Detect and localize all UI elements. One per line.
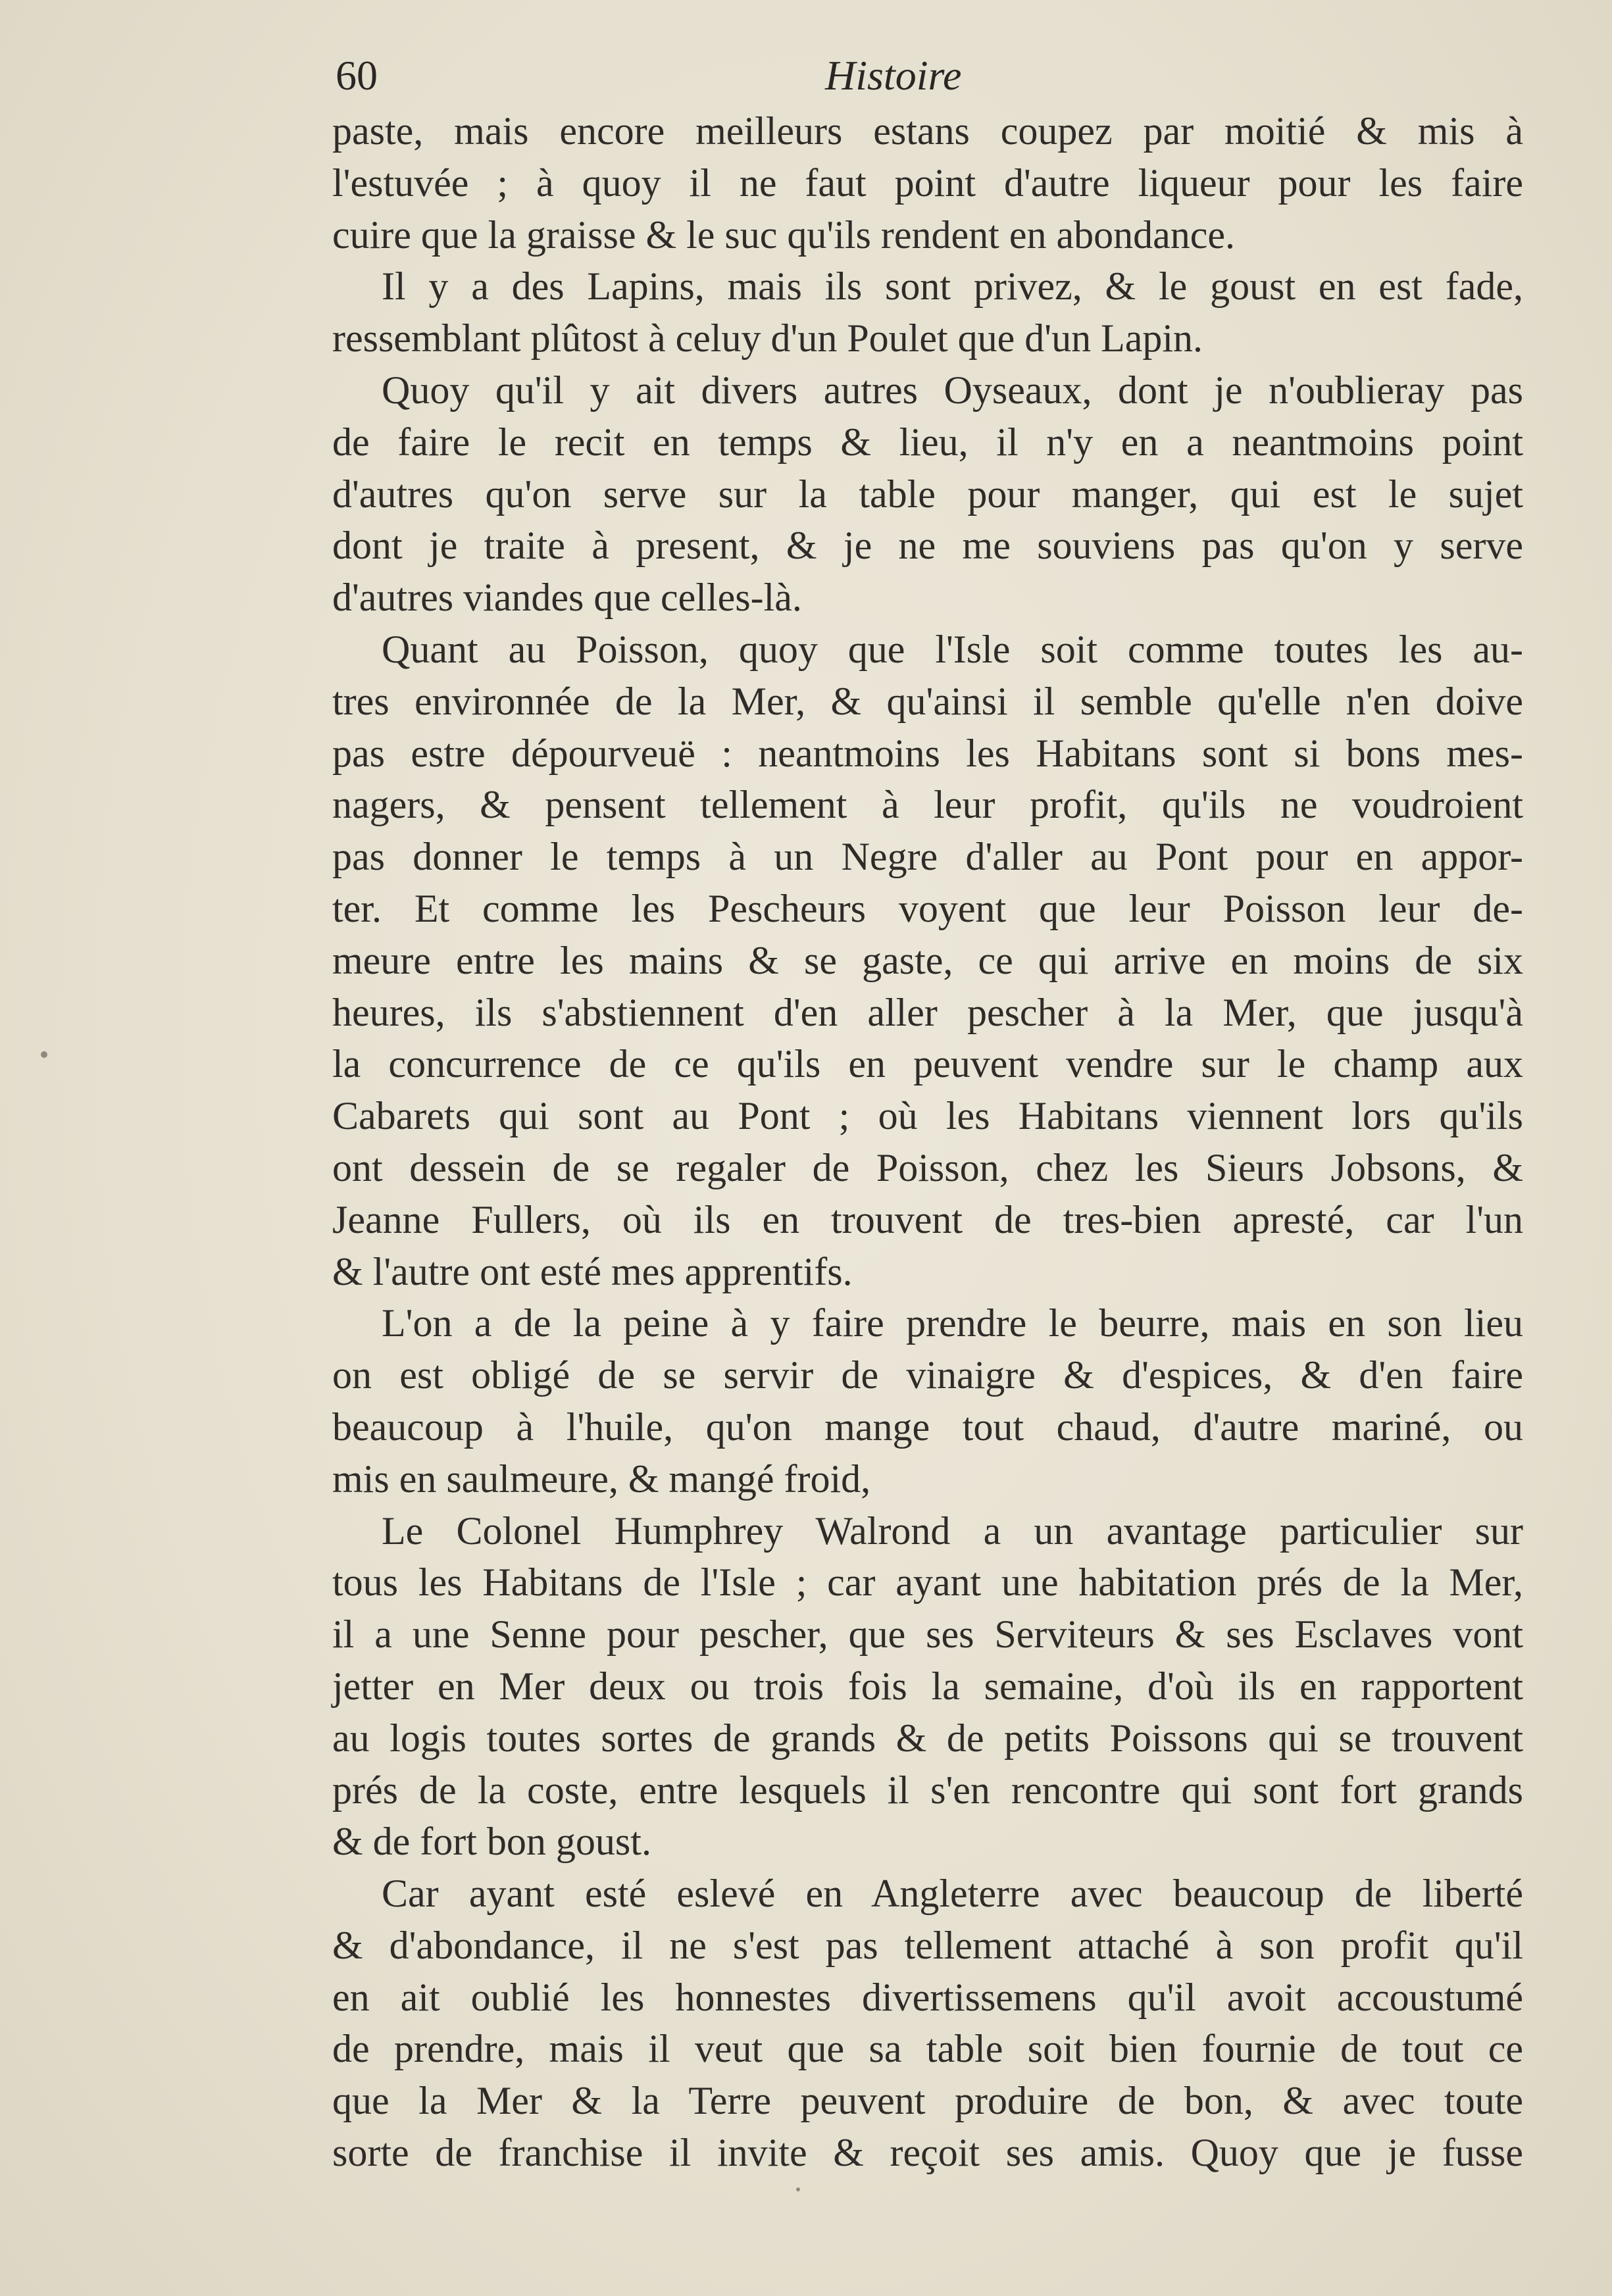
ink-speck — [41, 1051, 47, 1058]
text-line: que la Mer & la Terre peuvent produire de bon, & avec toute — [332, 2079, 1523, 2123]
text-line: heures, ils s'abstiennent d'en aller pescher à la Mer, que jusqu'à — [332, 990, 1523, 1034]
text-line: Quoy qu'il y ait divers autres Oyseaux, dont je n'oublieray pas — [382, 368, 1523, 412]
text-line: & d'abondance, il ne s'est pas tellement attaché à son profit qu'il — [332, 1923, 1523, 1967]
text-line: Quant au Poisson, quoy que l'Isle soit comme toutes les au- — [382, 627, 1523, 671]
text-line: tous les Habitans de l'Isle ; car ayant une habitation prés de la Mer, — [332, 1560, 1523, 1605]
page-header — [336, 46, 1520, 105]
text-line: & de fort bon goust. — [332, 1820, 651, 1864]
text-line: d'autres viandes que celles-là. — [332, 576, 802, 620]
running-title: Histoire — [825, 52, 962, 99]
text-line: de prendre, mais il veut que sa table soit bien fournie de tout ce — [332, 2027, 1523, 2071]
text-line: en ait oublié les honnestes divertissemens qu'il avoit accoustumé — [332, 1975, 1523, 2019]
body-text — [332, 105, 1523, 2179]
text-line: l'estuvée ; à quoy il ne faut point d'autre liqueur pour les faire — [332, 161, 1523, 205]
text-line: la concurrence de ce qu'ils en peuvent vendre sur le champ aux — [332, 1042, 1523, 1086]
text-line: pas donner le temps à un Negre d'aller au Pont pour en appor- — [332, 835, 1523, 879]
text-line: ter. Et comme les Pescheurs voyent que leur Poisson leur de- — [332, 886, 1523, 930]
text-line: cuire que la graisse & le suc qu'ils rendent en abondance. — [332, 212, 1235, 257]
text-line: ressemblant plûtost à celuy d'un Poulet que d'un Lapin. — [332, 316, 1203, 361]
text-line: Jeanne Fullers, où ils en trouvent de tres-bien apresté, car l'un — [332, 1197, 1523, 1241]
ink-speck — [796, 2187, 800, 2191]
text-line: pas estre dépourveuë : neantmoins les Habitans sont si bons mes- — [332, 731, 1523, 775]
text-line: & l'autre ont esté mes apprentifs. — [332, 1249, 853, 1293]
text-line: meure entre les mains & se gaste, ce qui arrive en moins de six — [332, 938, 1523, 982]
text-line: L'on a de la peine à y faire prendre le beurre, mais en son lieu — [382, 1301, 1523, 1345]
text-line: au logis toutes sortes de grands & de petits Poissons qui se trouvent — [332, 1716, 1523, 1760]
text-line: paste, mais encore meilleurs estans coupez par moitié & mis à — [332, 109, 1523, 153]
text-line: beaucoup à l'huile, qu'on mange tout chaud, d'autre mariné, ou — [332, 1405, 1523, 1449]
text-line: il a une Senne pour pescher, que ses Serviteurs & ses Esclaves vont — [332, 1612, 1523, 1657]
text-line: Le Colonel Humphrey Walrond a un avantage particulier sur — [382, 1509, 1523, 1553]
text-line: Cabarets qui sont au Pont ; où les Habitans viennent lors qu'ils — [332, 1094, 1523, 1138]
text-line: d'autres qu'on serve sur la table pour manger, qui est le sujet — [332, 472, 1523, 516]
text-line: jetter en Mer deux ou trois fois la semaine, d'où ils en rapportent — [332, 1664, 1523, 1708]
text-line: nagers, & pensent tellement à leur profit, qu'ils ne voudroient — [332, 783, 1523, 827]
text-line: on est obligé de se servir de vinaigre & d'espices, & d'en faire — [332, 1353, 1523, 1397]
text-line: dont je traite à present, & je ne me souviens pas qu'on y serve — [332, 524, 1523, 568]
text-line: Car ayant esté eslevé en Angleterre avec beaucoup de liberté — [382, 1872, 1523, 1916]
page-number: 60 — [336, 52, 378, 99]
text-line: Il y a des Lapins, mais ils sont privez, & le goust en est fade, — [382, 264, 1523, 309]
text-line: sorte de franchise il invite & reçoit ses amis. Quoy que je fusse — [332, 2131, 1523, 2175]
text-line: de faire le recit en temps & lieu, il n'y en a neantmoins point — [332, 420, 1523, 464]
text-line: prés de la coste, entre lesquels il s'en rencontre qui sont fort grands — [332, 1768, 1523, 1812]
text-line: mis en saulmeure, & mangé froid, — [332, 1457, 871, 1501]
text-line: ont dessein de se regaler de Poisson, chez les Sieurs Jobsons, & — [332, 1145, 1523, 1189]
text-line: tres environnée de la Mer, & qu'ainsi il semble qu'elle n'en doive — [332, 679, 1523, 723]
